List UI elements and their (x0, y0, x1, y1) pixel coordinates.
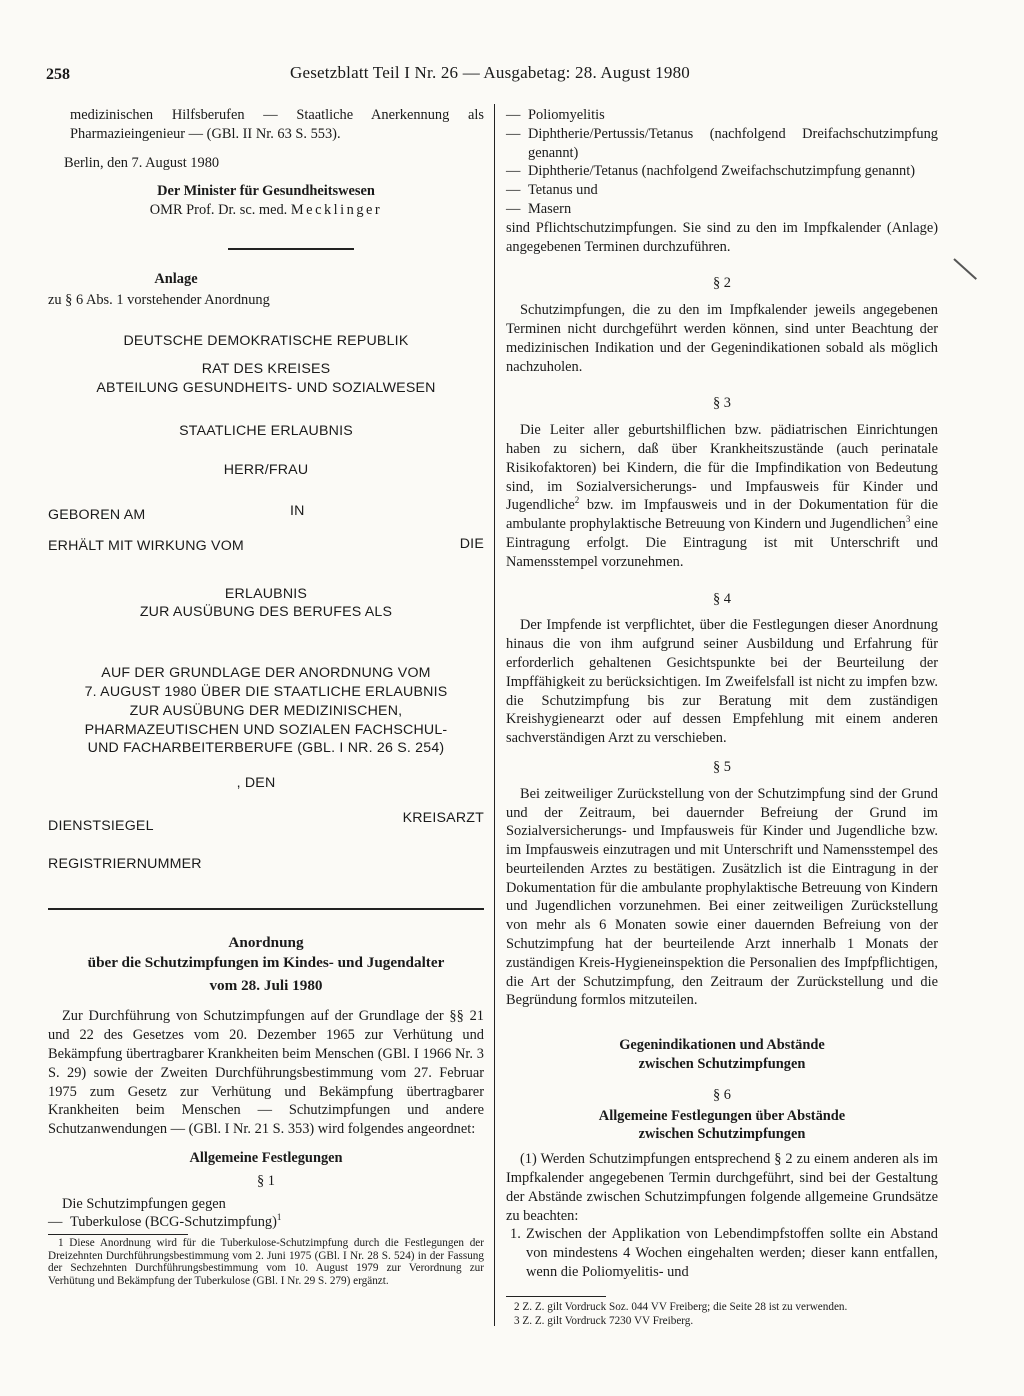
para4-text: Der Impfende ist verpflichtet, über die Festlegungen dieser Anordnung hinaus die von ihm aufgrund seiner Ausbildung und Erfahrung für erforderlich gehaltenen Gesichtspunkte bei der Beurteilung der Impffähigkeit zu berücksichtigen. Im Zweifelsfall ist nicht zu impfen bzw. die Schutzimpfung bis zur Beratung mit dem zuständigen Kreishygienearzt oder auf dessen Empfehlung mit einem anderen sachverständigen Arzt zu verschieben. (506, 617, 938, 747)
form-permit-title: STAATLICHE ERLAUBNIS (179, 422, 353, 439)
footnote-ref-1: 1 (276, 1212, 282, 1223)
section-rule (228, 248, 354, 250)
form-basis-line5: UND FACHARBEITERBERUFE (GBL. I NR. 26 S. 254) (87, 740, 445, 757)
anlage-reference: zu § 6 Abs. 1 vorstehender Anordnung (48, 291, 270, 308)
para2-heading: § 2 (713, 275, 731, 292)
footnote-1-mark: 1 (58, 1237, 64, 1250)
footnote-1-text: Diese Anordnung wird für die Tuberkulose-Schutzimpfung durch die Festlegungen der Dreizehnten Durchführungsbestimmung vom 2. Juni 1975 (GBl. I Nr. 28 S. 524) in der Fassung der Sechzehnten Durchführungsbestimmung vom 10. August 1979 zur Verordnung zur Verhütung und Bekämpfung der Tuberkulose (GBl. I Nr. 29 S. 279) ergänzt. (48, 1237, 484, 1287)
footnote-3-text: Z. Z. gilt Vordruck 7230 VV Freiberg. (522, 1315, 694, 1328)
form-die-label: DIE (459, 535, 484, 552)
para3-text-c: eine Eintragung erfolgt. Die Eintragung ist mit Unterschrift und Namensstempel vorzunehmen. (506, 516, 938, 570)
para2-text: Schutzimpfungen, die zu den im Impfkalender jeweils angegebenen Terminen nicht durchgeführt werden können, sind unter Beachtung der medizinischen Indikation und der Gegenindikationen sobald als möglich nachzuholen. (506, 302, 938, 375)
para1-intro: Die Schutzimpfungen gegen (62, 1195, 226, 1212)
para4-heading: § 4 (713, 590, 731, 607)
dash-glyph: — (506, 107, 521, 123)
para6-title-2: zwischen Schutzimpfungen (638, 1126, 806, 1143)
minister-name-prefix: OMR Prof. Dr. sc. med. (149, 202, 288, 219)
ordinance-subtitle: über die Schutzimpfungen im Kindes- und Jugendalter (87, 953, 445, 971)
para6-item-1 (506, 1225, 938, 1281)
permit-form (48, 332, 484, 874)
para6-heading: § 6 (713, 1086, 731, 1103)
para6-item-1-num: 1. (510, 1226, 521, 1243)
item-tb-text: Tuberkulose (BCG-Schutzimpfung) (70, 1214, 277, 1231)
footnote-2 (506, 1301, 938, 1314)
para3-text-b: bzw. im Impfausweis und in der Dokumentation für die ambulante prophylaktische Betreuung von Kindern und Jugendlichen (506, 497, 938, 533)
para1-item-tb (48, 1213, 484, 1232)
left-column (48, 106, 484, 1287)
vaccine-item (506, 106, 938, 125)
footnote-rule (48, 1234, 188, 1235)
dash-glyph: — (48, 1214, 63, 1231)
form-born-row (48, 502, 484, 526)
footnote-3-mark: 3 (514, 1315, 520, 1328)
para1-heading: § 1 (257, 1172, 275, 1189)
footnote-2-text: Z. Z. gilt Vordruck Soz. 044 VV Freiberg; die Seite 28 ist zu verwenden. (522, 1300, 848, 1313)
footnote-2-mark: 2 (514, 1300, 520, 1313)
minister-signature (48, 201, 484, 220)
form-basis-line4: PHARMAZEUTISCHEN UND SOZIALEN FACHSCHUL- (84, 721, 448, 738)
ordinance-date: vom 28. Juli 1980 (209, 976, 323, 994)
dash-glyph: — (506, 125, 521, 142)
dash-glyph: — (506, 182, 521, 199)
para6-text-1: (1) Werden Schutzimpfungen entsprechend § 2 zu einem anderen als im Impfkalender angegebenen Termin durchgeführt, sind bei der Gestaltung der Abstände zwischen Schutzimpfungen folgende allgemeine Grundsätze zu beachten: (506, 1151, 938, 1224)
anlage-heading: Anlage (154, 270, 198, 287)
para5-heading: § 5 (713, 758, 731, 775)
section-general-heading: Allgemeine Festlegungen (189, 1149, 343, 1166)
section-contra-heading-2: zwischen Schutzimpfungen (638, 1056, 806, 1073)
footnote-3 (506, 1315, 938, 1328)
footnote-1 (48, 1237, 484, 1287)
form-in-label: IN (290, 502, 305, 519)
form-basis-line3: ZUR AUSÜBUNG DER MEDIZINISCHEN, (129, 702, 403, 719)
vaccine-item (506, 162, 938, 181)
ordinance-title: Anordnung (228, 933, 304, 951)
form-den-label: , DEN (236, 775, 276, 792)
footnote-rule (506, 1296, 606, 1297)
form-seal-label: DIENSTSIEGEL (48, 817, 154, 834)
vaccine-item-text: Tetanus und (528, 182, 598, 199)
vaccine-item-text: Masern (528, 200, 572, 217)
vaccine-item-text: Diphtherie/Tetanus (nachfolgend Zweifachschutzimpfung genannt) (528, 163, 916, 180)
vaccine-item (506, 200, 938, 219)
column-divider (494, 104, 495, 1326)
form-registry-label: REGISTRIERNUMMER (48, 855, 202, 872)
vaccine-item (506, 125, 938, 163)
form-salutation: HERR/FRAU (223, 461, 309, 478)
form-state: DEUTSCHE DEMOKRATISCHE REPUBLIK (123, 332, 409, 349)
form-council: RAT DES KREISES (201, 361, 331, 378)
running-head: Gesetzblatt Teil I Nr. 26 — Ausgabetag: 28. August 1980 (290, 63, 690, 82)
section-contra-heading-1: Gegenindikationen und Abstände (619, 1037, 825, 1054)
ordinance-preamble: Zur Durchführung von Schutzimpfungen auf der Grundlage der §§ 21 und 22 des Gesetzes vom 20. Dezember 1965 zur Verhütung und Bekämpfung übertragbarer Krankheiten beim Menschen (GBl. I 1966 Nr. 3 S. 29) sowie der Zweiten Durchführungsbestimmung vom 27. Februar 1975 zum Gesetz zur Verhütung und Bekämpfung übertragbarer Krankheiten beim Menschen — Schutzimpfungen und andere Schutzanwendungen — (GBl. I Nr. 21 S. 353) wird folgendes angeordnet: (48, 1008, 484, 1138)
page-number: 258 (46, 66, 70, 83)
para3-text-a: Die Leiter aller geburtshilflichen bzw. pädiatrischen Einrichtungen haben zu sichern, daß über Krankheitszustände (auch perinatale Risikofaktoren) bei Kindern, die für die Impfindikation von Bedeutung sind, im Sozialversicherungs- und Impfausweis für Kinder und Jugendliche (506, 422, 938, 514)
form-permit-line1: ERLAUBNIS (224, 585, 308, 602)
dash-glyph: — (506, 163, 521, 180)
dash-glyph: — (506, 200, 521, 217)
form-basis-line1: AUF DER GRUNDLAGE DER ANORDNUNG VOM (101, 665, 431, 682)
form-permit-line2: ZUR AUSÜBUNG DES BERUFES ALS (139, 604, 393, 621)
vaccine-item (506, 181, 938, 200)
footnote-ref-2: 2 (574, 495, 580, 506)
para6-title-1: Allgemeine Festlegungen über Abstände (598, 1107, 846, 1124)
minister-title: Der Minister für Gesundheitswesen (157, 183, 375, 200)
footnote-ref-3: 3 (905, 514, 911, 525)
para1-closing: sind Pflichtschutzimpfungen. Sie sind zu den im Impfkalender (Anlage) angegebenen Terminen durchzuführen. (506, 219, 938, 255)
form-basis-line2: 7. AUGUST 1980 ÜBER DIE STAATLICHE ERLAUBNIS (84, 683, 448, 700)
intro-continuation: medizinischen Hilfsberufen — Staatliche Anerkennung als Pharmazieingenieur — (GBl. II Nr. 63 S. 553). (70, 107, 484, 142)
form-department: ABTEILUNG GESUNDHEITS- UND SOZIALWESEN (96, 380, 436, 397)
para6-item-1-text: Zwischen der Applikation von Lebendimpfstoffen sollte ein Abstand von mindestens 4 Wochen eingehalten werden; dieser kann entfallen, wenn die Poliomyelitis- und (526, 1226, 938, 1281)
para5-text: Bei zeitweiliger Zurückstellung von der Schutzimpfung sind der Grund und der Zeitraum, bei dauernder Befreiung der Grund im Sozialversicherungs- und Impfausweis für Kinder und Jugendliche bzw. im Impfausweis einzutragen und mit Unterschrift und Namensstempel des beurteilenden Arztes zu bestätigen. Zusätzlich ist die Eintragung in der Dokumentation für die ambulante prophylaktische Betreuung von Kindern und Jugendlichen vorzunehmen. Bei einer zeitweiligen Zurückstellung von mehr als 6 Monaten sowie einer dauernden Befreiung von der Schutzimpfung hat der beurteilende Arzt innerhalb 1 Monats der zuständigen Kreis-Hygieneinspektion die Personalien des Impfpflichtigen, die Art der Schutzimpfung, den Zeitraum der Zurückstellung und die Begründung formlos mitzuteilen. (506, 785, 938, 1009)
vaccine-item-text: Diphtherie/Pertussis/Tetanus (nachfolgend Dreifachschutzimpfung genannt) (528, 125, 938, 161)
vaccine-item-text: Poliomyelitis (528, 107, 605, 123)
form-born-label: GEBOREN AM (48, 506, 146, 523)
form-receives-row (48, 537, 484, 557)
ordinance-rule (48, 908, 484, 910)
para3-text (506, 421, 938, 571)
form-receives-label: ERHÄLT MIT WIRKUNG VOM (48, 537, 244, 554)
right-column (506, 106, 938, 1328)
minister-name: Mecklinger (290, 202, 383, 219)
form-officer-label: KREISARZT (402, 809, 484, 826)
pen-mark (953, 258, 977, 280)
place-date: Berlin, den 7. August 1980 (64, 154, 220, 171)
form-seal-row (48, 809, 484, 834)
para3-heading: § 3 (713, 395, 731, 412)
